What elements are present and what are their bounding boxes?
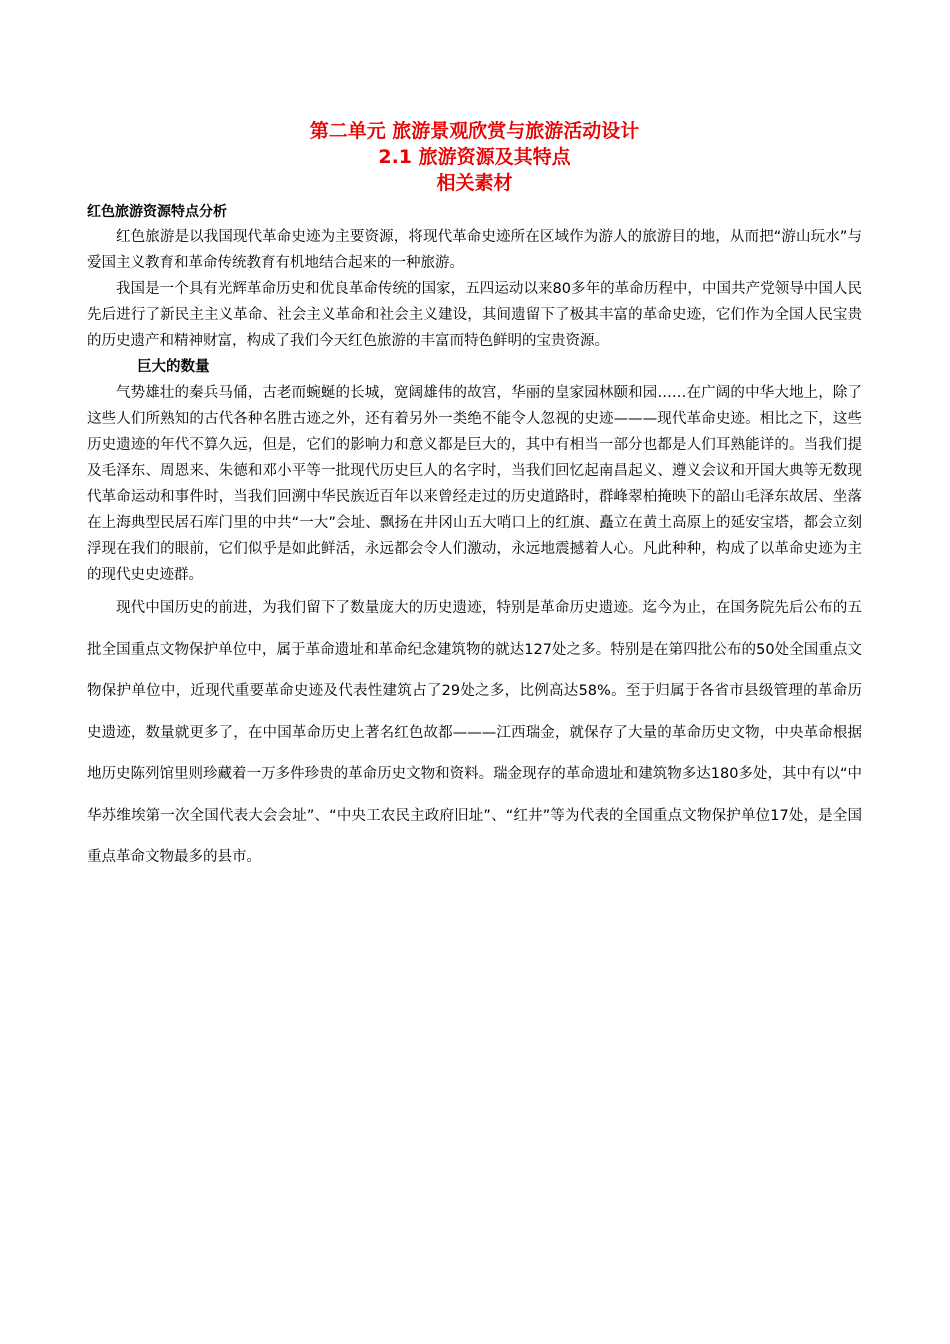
document-title [87, 118, 862, 196]
subsection-heading: 巨大的数量 [137, 359, 210, 375]
section-heading: 红色旅游资源特点分析 [87, 204, 227, 220]
paragraph-statistics: 现代中国历史的前进，为我们留下了数量庞大的历史遗迹，特别是革命历史遗迹。迄今为止，在国务院先后公布的五批全国重点文物保护单位中，属于革命遗址和革命纪念建筑物的就达127处之多。特别是在第四批公布的50处全国重点文物保护单位中，近现代重要革命史迹及代表性建筑占了29处之多，比例高达58%。至于归属于各省市县级管理的革命历史遗迹，数量就更多了，在中国革命历史上著名红色故都———江西瑞金，就保存了大量的革命历史文物，中央革命根据地历史陈列馆里则珍藏着一万多件珍贵的革命历史文物和资料。瑞金现存的革命遗址和建筑物多达180多处，其中有以“中华苏维埃第一次全国代表大会会址”、“中央工农民主政府旧址”、“红井”等为代表的全国重点文物保护单位17处，是全国重点革命文物最多的县市。 [87, 600, 862, 865]
paragraph-history: 我国是一个具有光辉革命历史和优良革命传统的国家，五四运动以来80多年的革命历程中，中国共产党领导中国人民先后进行了新民主主义革命、社会主义革命和社会主义建设，其间遗留下了极其丰富的革命史迹，它们作为全国人民宝贵的历史遗产和精神财富，构成了我们今天红色旅游的丰富而特色鲜明的宝贵资源。 [87, 281, 862, 349]
paragraph-sites: 气势雄壮的秦兵马俑，古老而蜿蜒的长城，宽阔雄伟的故宫，华丽的皇家园林颐和园……在广阔的中华大地上，除了这些人们所熟知的古代各种名胜古迹之外，还有着另外一类绝不能令人忽视的史迹———现代革命史迹。相比之下，这些历史遗迹的年代不算久远，但是，它们的影响力和意义都是巨大的，其中有相当一部分也都是人们耳熟能详的。当我们提及毛泽东、周恩来、朱德和邓小平等一批现代历史巨人的名字时，当我们回忆起南昌起义、遵义会议和开国大典等无数现代革命运动和事件时，当我们回溯中华民族近百年以来曾经走过的历史道路时，群峰翠柏掩映下的韶山毛泽东故居、坐落在上海典型民居石库门里的中共“一大”会址、飘扬在井冈山五大哨口上的红旗、矗立在黄土高原上的延安宝塔，都会立刻浮现在我们的眼前，它们似乎是如此鲜活，永远都会令人们激动，永远地震撼着人心。凡此种种，构成了以革命史迹为主的现代史史迹群。 [87, 385, 862, 583]
lesson-title: 2.1 旅游资源及其特点 [378, 146, 571, 168]
paragraph-intro: 红色旅游是以我国现代革命史迹为主要资源，将现代革命史迹所在区域作为游人的旅游目的地，从而把“游山玩水”与爱国主义教育和革命传统教育有机地结合起来的一种旅游。 [87, 229, 862, 271]
unit-title: 第二单元 旅游景观欣赏与旅游活动设计 [309, 120, 640, 142]
document-page [87, 118, 862, 879]
material-title: 相关素材 [436, 172, 513, 194]
